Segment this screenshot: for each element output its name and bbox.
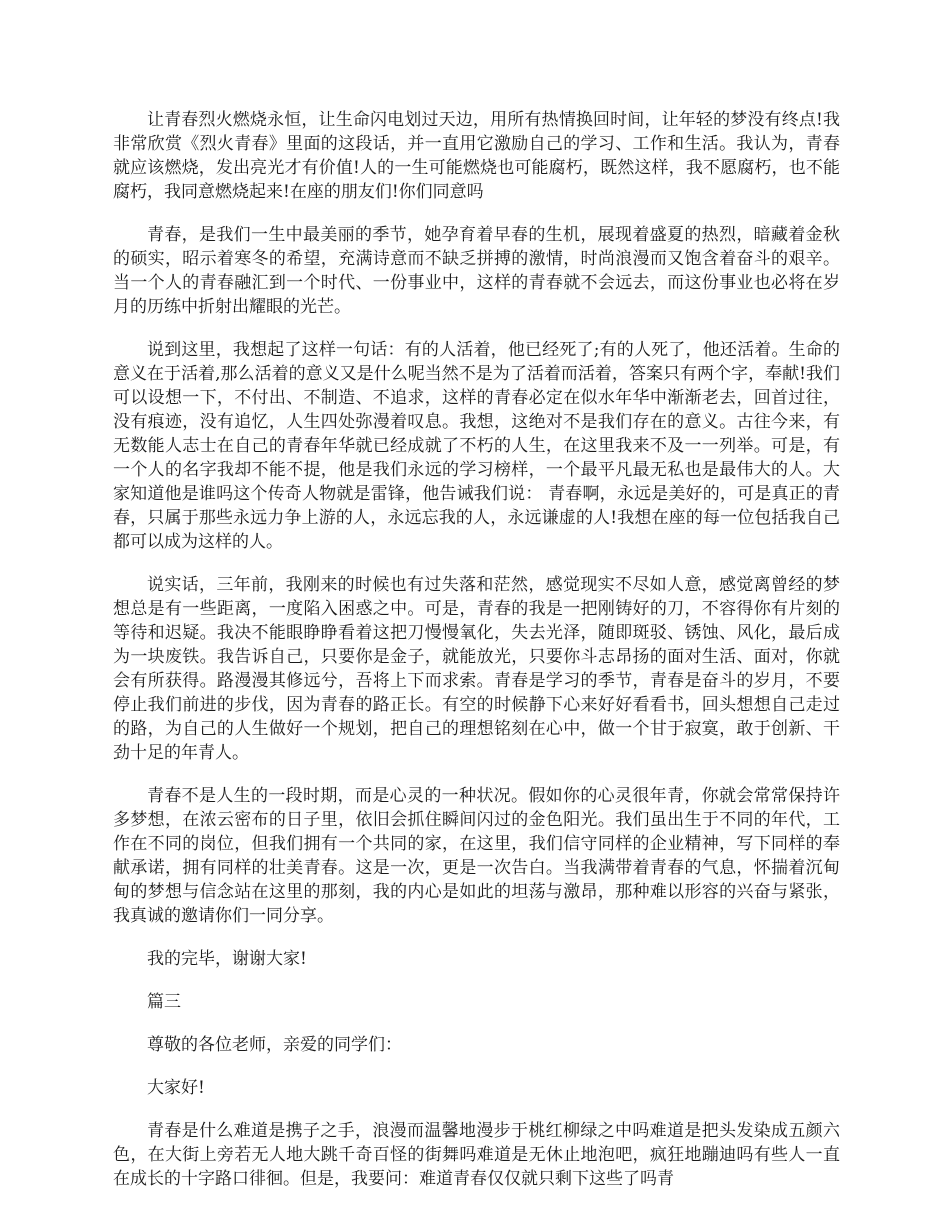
salutation: 尊敬的各位老师，亲爱的同学们： — [147, 1035, 402, 1055]
section-heading: 篇三 — [147, 992, 181, 1012]
document-body — [113, 108, 840, 1210]
closing-line: 我的完毕，谢谢大家! — [147, 949, 307, 969]
paragraph-final: 青春是什么难道是携子之手，浪漫而温馨地漫步于桃红柳绿之中吗难道是把头发染成五颜六色，在大街上旁若无人地大跳千奇百怪的街舞吗难道是无休止地泡吧，疯狂地蹦迪吗有些人一直在成长的十字路口徘徊。但是，我要问：难道青春仅仅就只剩下这些了吗青 — [113, 1121, 840, 1189]
paragraph-3: 说到这里，我想起了这样一句话：有的人活着，他已经死了;有的人死了，他还活着。生命的意义在于活着,那么活着的意义又是什么呢当然不是为了活着而活着，答案只有两个字，奉献!我们可以设想一下，不付出、不制造、不追求，这样的青春必定在似水年华中渐渐老去，回首过往，没有痕迹，没有追忆，人生四处弥漫着叹息。我想，这绝对不是我们存在的意义。古往今来，有无数能人志士在自己的青春年华就已经成就了不朽的人生，在这里我来不及一一列举。可是，有一个人的名字我却不能不提，他是我们永远的学习榜样，一个最平凡最无私也是最伟大的人。大家知道他是谁吗这个传奇人物就是雷锋，他告诫我们说： 青春啊，永远是美好的，可是真正的青春，只属于那些永远力争上游的人，永远忘我的人，永远谦虚的人!我想在座的每一位包括我自己都可以成为这样的人。 — [113, 340, 840, 552]
paragraph-4: 说实话，三年前，我刚来的时候也有过失落和茫然，感觉现实不尽如人意，感觉离曾经的梦想总是有一些距离，一度陷入困惑之中。可是，青春的我是一把刚铸好的刀，不容得你有片刻的等待和迟疑。我决不能眼睁睁看着这把刀慢慢氧化，失去光泽，随即斑驳、锈蚀、风化，最后成为一块废铁。我告诉自己，只要你是金子，就能放光，只要你斗志昂扬的面对生活、面对，你就会有所获得。路漫漫其修远兮，吾将上下而求索。青春是学习的季节，青春是奋斗的岁月，不要停止我们前进的步伐，因为青春的路正长。有空的时候静下心来好好看看书，回头想想自己走过的路，为自己的人生做好一个规划，把自己的理想铭刻在心中，做一个甘于寂寞，敢于创新、干劲十足的年青人。 — [113, 575, 840, 763]
paragraph-2: 青春，是我们一生中最美丽的季节，她孕育着早春的生机，展现着盛夏的热烈，暗藏着金秋的硕实，昭示着寒冬的希望，充满诗意而不缺乏拼搏的激情，时尚浪漫而又饱含着奋斗的艰辛。当一个人的青春融汇到一个时代、一份事业中，这样的青春就不会远去，而这份事业也必将在岁月的历练中折射出耀眼的光芒。 — [113, 225, 840, 317]
greeting: 大家好! — [147, 1078, 205, 1098]
paragraph-5: 青春不是人生的一段时期，而是心灵的一种状况。假如你的心灵很年青，你就会常常保持许多梦想，在浓云密布的日子里，依旧会抓住瞬间闪过的金色阳光。我们虽出生于不同的年代，工作在不同的岗位，但我们拥有一个共同的家，在这里，我们信守同样的企业精神，写下同样的奉献承诺，拥有同样的壮美青春。这是一次，更是一次告白。当我满带着青春的气息，怀揣着沉甸甸的梦想与信念站在这里的那刻，我的内心是如此的坦荡与激昂，那种难以形容的兴奋与紧张，我真诚的邀请你们一同分享。 — [113, 786, 840, 926]
paragraph-1: 让青春烈火燃烧永恒，让生命闪电划过天边，用所有热情换回时间，让年轻的梦没有终点!我非常欣赏《烈火青春》里面的这段话，并一直用它激励自己的学习、工作和生活。我认为，青春就应该燃烧，发出亮光才有价值!人的一生可能燃烧也可能腐朽，既然这样，我不愿腐朽，也不能腐朽，我同意燃烧起来!在座的朋友们!你们同意吗 — [113, 110, 840, 202]
